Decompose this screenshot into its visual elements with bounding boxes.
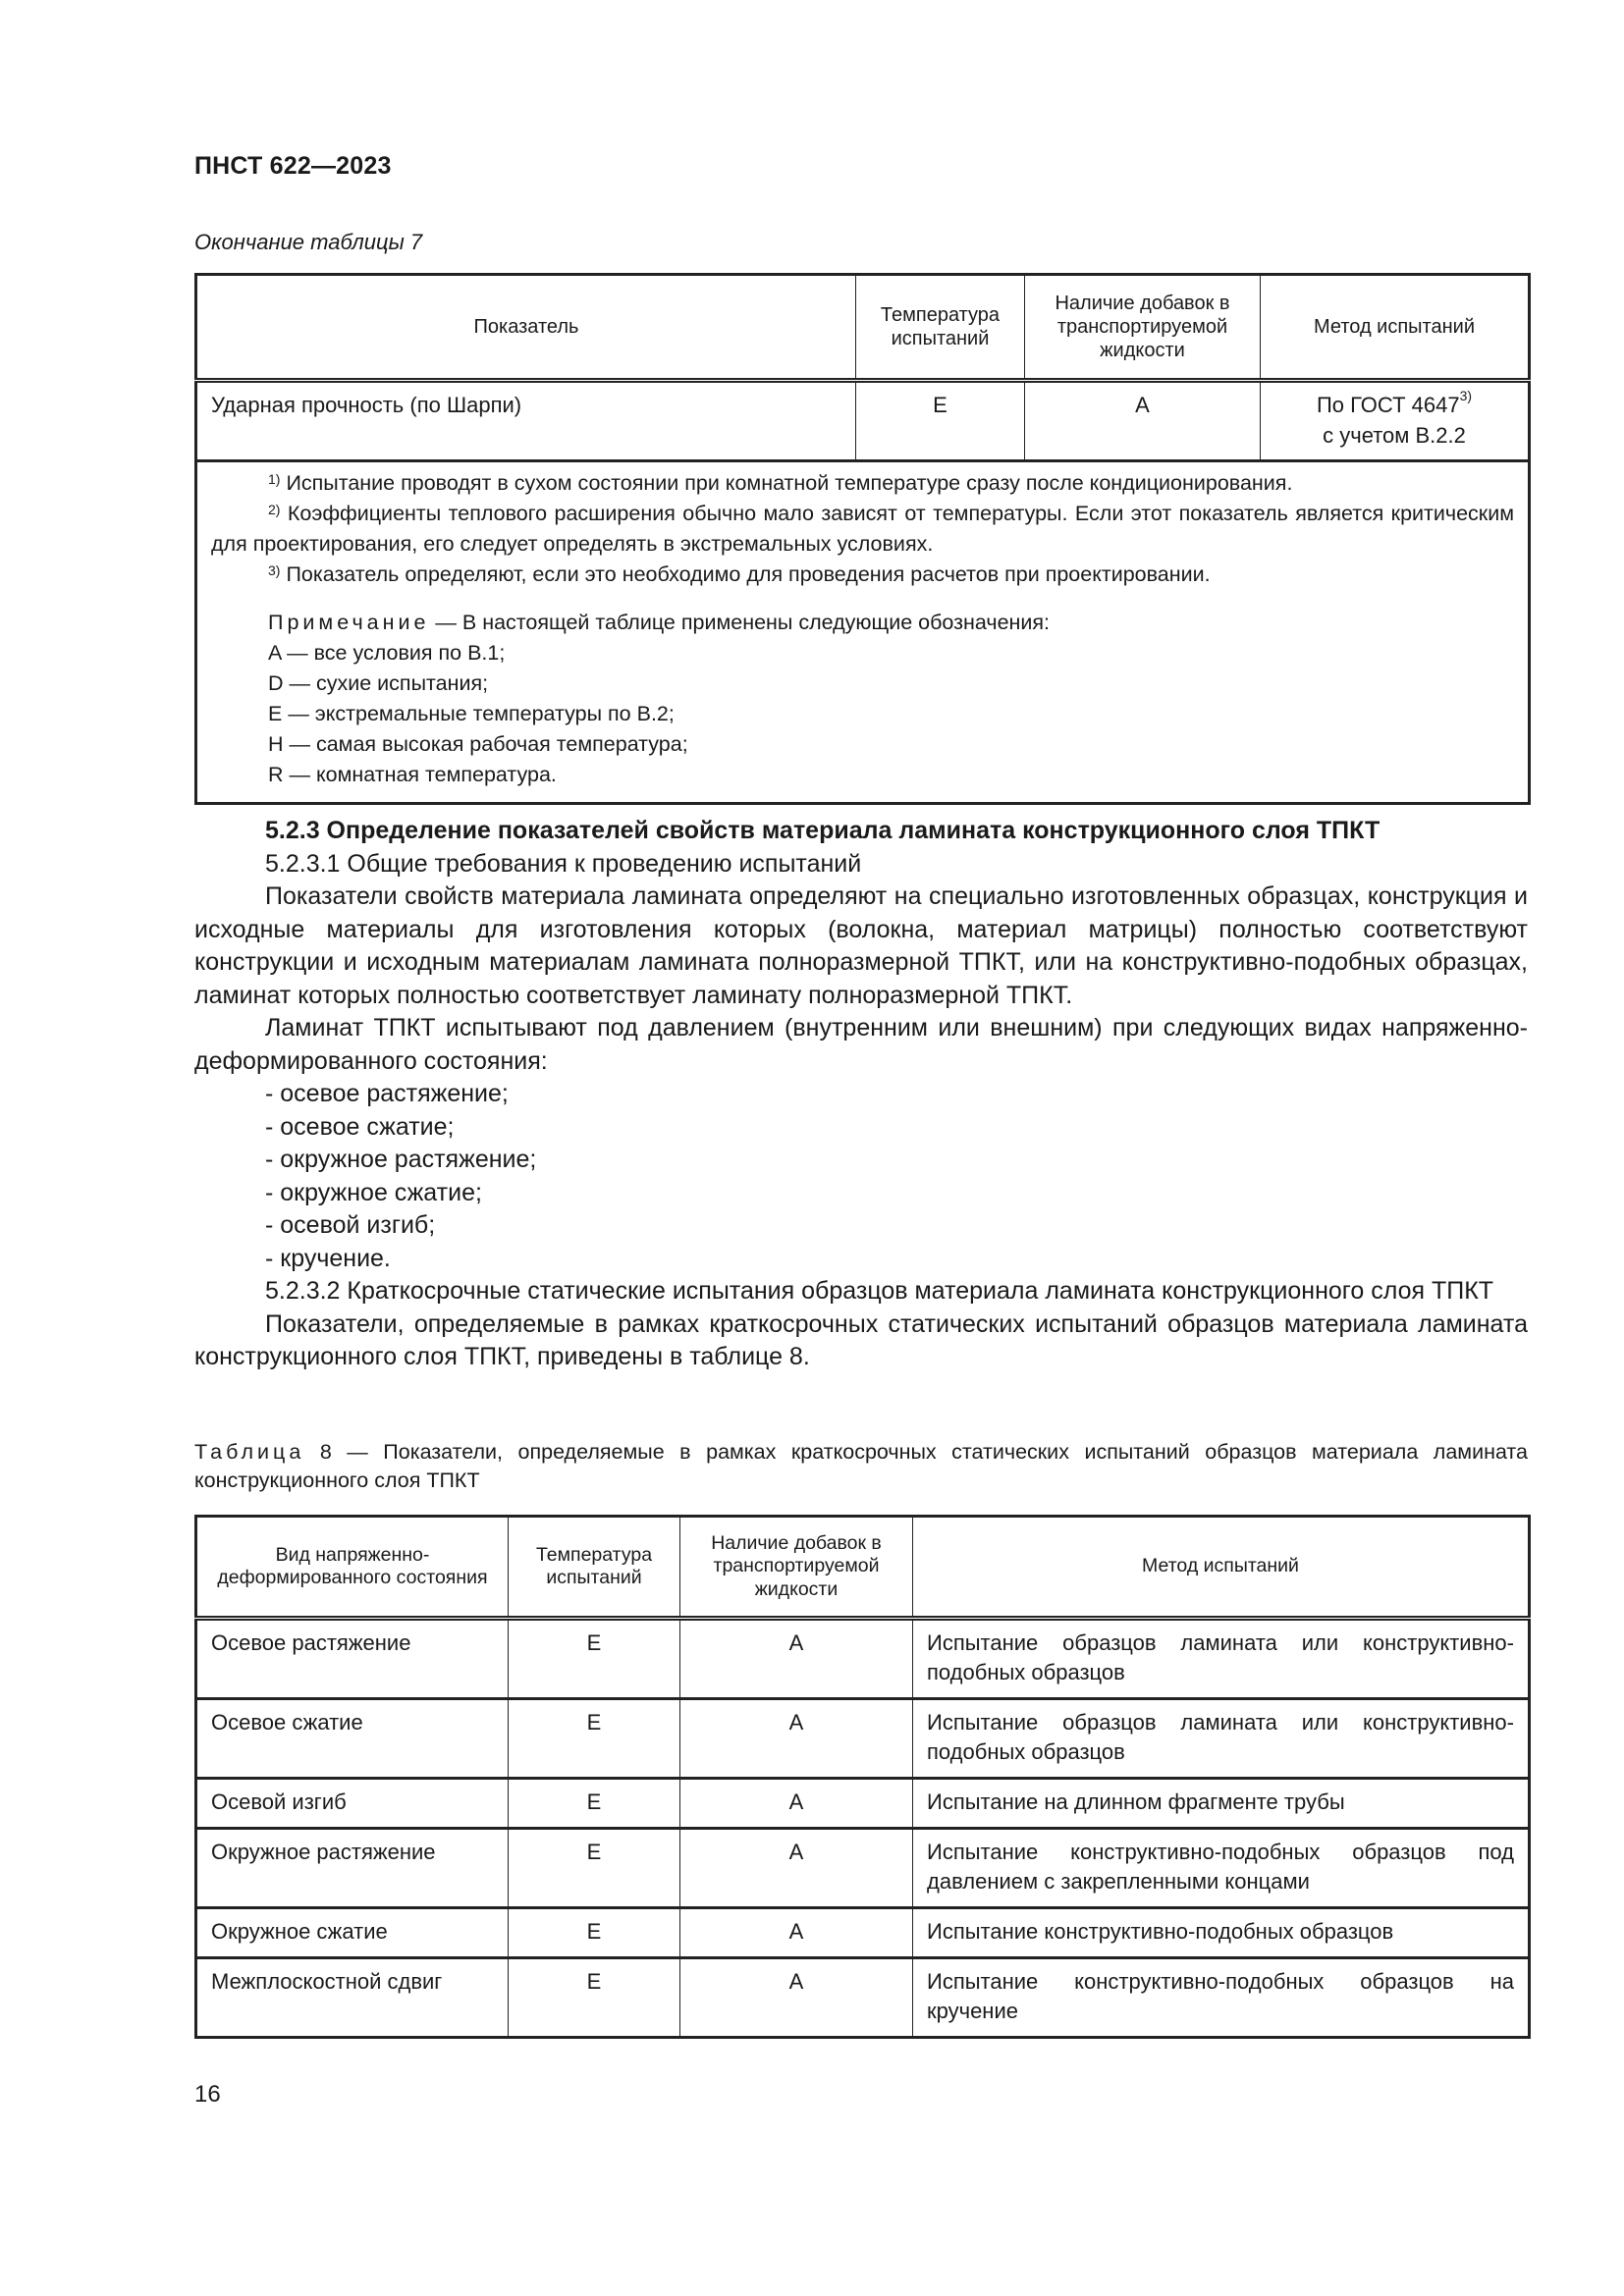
footnote-mark: 2) bbox=[268, 501, 281, 517]
cell-additives: A bbox=[680, 1908, 913, 1958]
subsection-heading-2: 5.2.3.2 Краткосрочные статические испытания образцов материала ламината конструкционного слоя ТПКТ bbox=[265, 1277, 1494, 1305]
cell-temperature: E bbox=[509, 1908, 680, 1958]
list-item: - осевое сжатие; bbox=[265, 1112, 455, 1141]
list-item: - окружное растяжение; bbox=[265, 1146, 537, 1173]
table-7-cell-additives: A bbox=[1025, 381, 1261, 461]
list-item: - окружное сжатие; bbox=[265, 1178, 482, 1206]
cell-temperature: E bbox=[509, 1779, 680, 1829]
cell-additives: A bbox=[680, 1699, 913, 1779]
table-8-header-row bbox=[196, 1517, 1530, 1619]
cell-additives: A bbox=[680, 1779, 913, 1829]
table-row bbox=[196, 381, 1530, 461]
cell-state: Межплоскостной сдвиг bbox=[196, 1958, 509, 2038]
paragraph-2: Ламинат ТПКТ испытывают под давлением (внутренним или внешним) при следующих видах напряженно-деформированного состояния: bbox=[194, 1014, 1528, 1075]
table-8-header-temperature: Температура испытаний bbox=[509, 1517, 680, 1619]
footnote-3 bbox=[211, 560, 1514, 590]
cell-additives: A bbox=[680, 1958, 913, 2038]
section-heading: 5.2.3 Определение показателей свойств материала ламината конструкционного слоя ТПКТ bbox=[265, 817, 1380, 844]
table-row bbox=[196, 1619, 1530, 1699]
table-7-header-row bbox=[196, 275, 1530, 381]
table-7-header-additives: Наличие добавок в транспортируемой жидкости bbox=[1025, 275, 1261, 381]
cell-additives: A bbox=[680, 1619, 913, 1699]
cell-method: Испытание на длинном фрагменте трубы bbox=[913, 1779, 1530, 1829]
table-row bbox=[196, 1829, 1530, 1908]
table-row bbox=[196, 1699, 1530, 1779]
footnote-text: Коэффициенты теплового расширения обычно мало зависят от температуры. Если этот показатель является критическим для проектирования, его следует определять в экстремальных условиях. bbox=[211, 501, 1515, 556]
table-row bbox=[196, 1958, 1530, 2038]
cell-temperature: E bbox=[509, 1958, 680, 2038]
table-7-cell-method bbox=[1261, 381, 1530, 461]
list-item: - осевое растяжение; bbox=[265, 1080, 509, 1107]
cell-state: Осевое сжатие bbox=[196, 1699, 509, 1779]
list-item: - осевой изгиб; bbox=[265, 1211, 436, 1239]
table-row bbox=[196, 1779, 1530, 1829]
cell-state: Осевой изгиб bbox=[196, 1779, 509, 1829]
table-8-header-state: Вид напряженно-деформированного состояния bbox=[196, 1517, 509, 1619]
table-7-notes-row bbox=[196, 460, 1530, 803]
method-text-2: с учетом В.2.2 bbox=[1323, 422, 1466, 448]
table-7-header-indicator: Показатель bbox=[196, 275, 856, 381]
table-continuation-label: Окончание таблицы 7 bbox=[194, 230, 423, 254]
subsection-heading-1: 5.2.3.1 Общие требования к проведению испытаний bbox=[265, 849, 862, 878]
cell-additives: A bbox=[680, 1829, 913, 1908]
footnote-ref: 3) bbox=[1459, 388, 1473, 403]
cell-temperature: E bbox=[509, 1829, 680, 1908]
footnote-1 bbox=[211, 468, 1514, 499]
footnote-mark: 1) bbox=[268, 470, 281, 487]
table-7-notes bbox=[196, 460, 1530, 803]
cell-state: Окружное сжатие bbox=[196, 1908, 509, 1958]
caption-label: Таблица bbox=[194, 1440, 305, 1464]
note-item: D — сухие испытания; bbox=[268, 670, 489, 695]
cell-temperature: E bbox=[509, 1699, 680, 1779]
note-item: R — комнатная температура. bbox=[268, 762, 557, 786]
cell-state: Осевое растяжение bbox=[196, 1619, 509, 1699]
table-row bbox=[196, 1908, 1530, 1958]
cell-method: Испытание конструктивно-подобных образцов bbox=[913, 1908, 1530, 1958]
cell-method: Испытание образцов ламината или конструктивно-подобных образцов bbox=[913, 1619, 1530, 1699]
document-id: ПНСТ 622—2023 bbox=[194, 152, 392, 180]
list-item: - кручение. bbox=[265, 1244, 391, 1272]
paragraph-1: Показатели свойств материала ламината определяют на специально изготовленных образцах, конструкция и исходные материалы для изготовления которых (волокна, материал матрицы) полностью соответствуют конструкции и исходным материалам ламината полноразмерной ТПКТ, или на конструктивно-подобных образцах, ламинат которых полностью соответствует ламинату полноразмерной ТПКТ. bbox=[194, 882, 1528, 1009]
cell-method: Испытание образцов ламината или конструктивно-подобных образцов bbox=[913, 1699, 1530, 1779]
table-7-cell-temperature: E bbox=[856, 381, 1025, 461]
note-item: E — экстремальные температуры по В.2; bbox=[268, 701, 675, 725]
cell-method: Испытание конструктивно-подобных образцов под давлением с закрепленными концами bbox=[913, 1829, 1530, 1908]
table-7-cell-indicator: Ударная прочность (по Шарпи) bbox=[196, 381, 856, 461]
table-8-header-method: Метод испытаний bbox=[913, 1517, 1530, 1619]
note-intro: — В настоящей таблице применены следующие обозначения: bbox=[429, 610, 1051, 634]
table-note bbox=[211, 608, 1514, 638]
page-number: 16 bbox=[194, 2081, 221, 2108]
footnote-mark: 3) bbox=[268, 561, 281, 578]
table-7-header-temperature: Температура испытаний bbox=[856, 275, 1025, 381]
section-body bbox=[194, 815, 1528, 1374]
footnote-text: Показатель определяют, если это необходимо для проведения расчетов при проектировании. bbox=[286, 561, 1211, 586]
method-text: По ГОСТ 4647 bbox=[1316, 393, 1460, 417]
cell-temperature: E bbox=[509, 1619, 680, 1699]
cell-method: Испытание конструктивно-подобных образцов на кручение bbox=[913, 1958, 1530, 2038]
caption-text: 8 — Показатели, определяемые в рамках краткосрочных статических испытаний образцов материала ламината конструкционного слоя ТПКТ bbox=[194, 1440, 1528, 1492]
table-7-header-method: Метод испытаний bbox=[1261, 275, 1530, 381]
footnote-2 bbox=[211, 499, 1514, 560]
table-7 bbox=[194, 273, 1531, 805]
table-8-header-additives: Наличие добавок в транспортируемой жидкости bbox=[680, 1517, 913, 1619]
cell-state: Окружное растяжение bbox=[196, 1829, 509, 1908]
note-label: Примечание bbox=[268, 610, 430, 634]
note-item: H — самая высокая рабочая температура; bbox=[268, 731, 688, 756]
table-8-caption bbox=[194, 1438, 1528, 1495]
table-8 bbox=[194, 1515, 1531, 2039]
footnote-text: Испытание проводят в сухом состоянии при комнатной температуре сразу после кондиционирования. bbox=[286, 470, 1293, 495]
note-item: A — все условия по В.1; bbox=[268, 640, 506, 665]
paragraph-3: Показатели, определяемые в рамках краткосрочных статических испытаний образцов материала ламината конструкционного слоя ТПКТ, приведены в таблице 8. bbox=[194, 1309, 1528, 1370]
